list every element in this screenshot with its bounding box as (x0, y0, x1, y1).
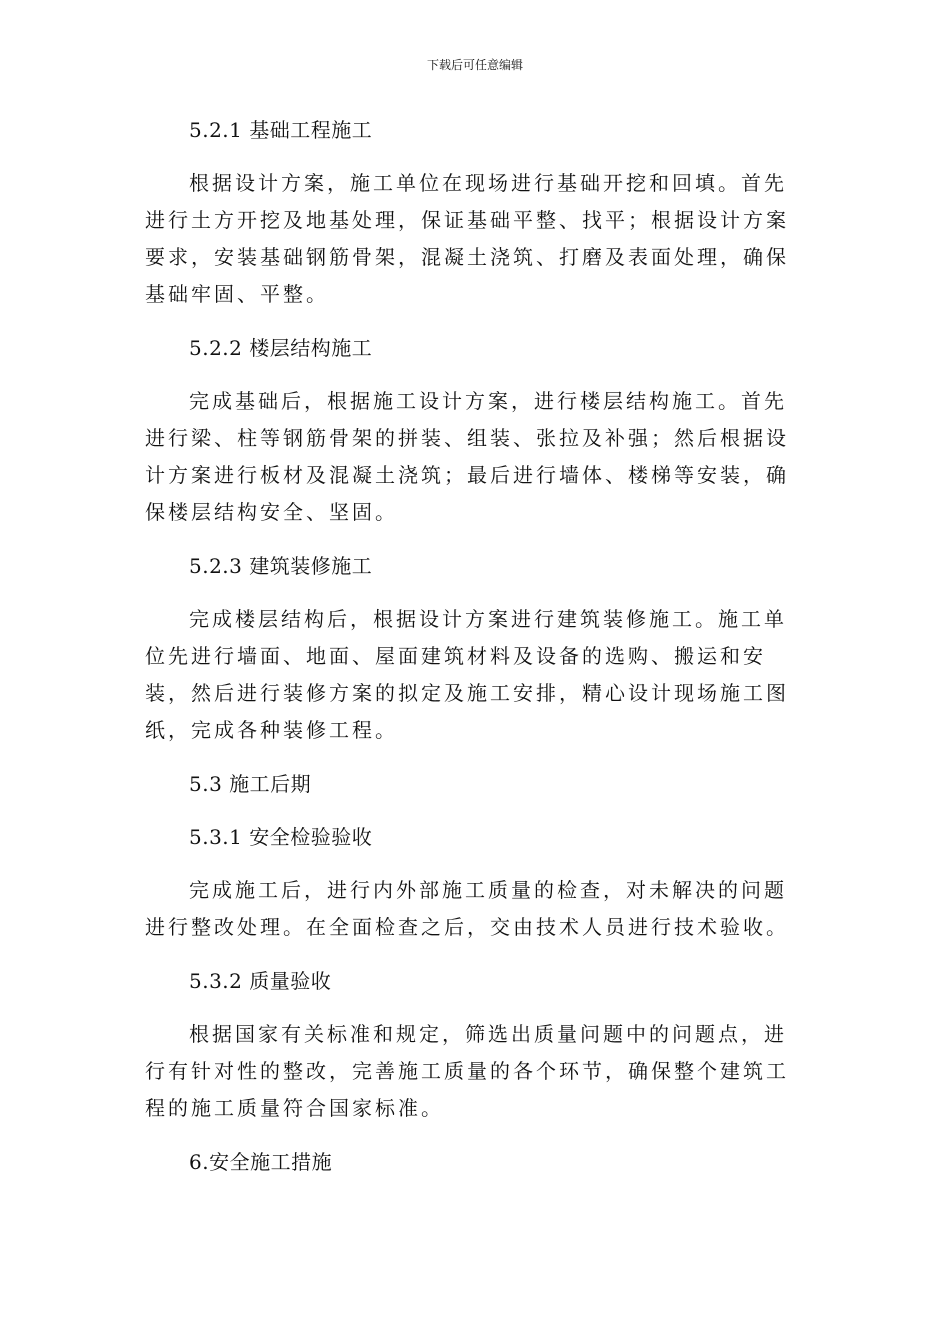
section-heading-5-3: 5.3 施工后期 (189, 772, 312, 796)
paragraph-foundation: 根据设计方案，施工单位在现场进行基础开挖和回填。首先进行土方开挖及地基处理，保证基础平整、找平；根据设计方案要求，安装基础钢筋骨架，混凝土浇筑、打磨及表面处理，确保基础牢固、平整。 (145, 171, 789, 306)
section-heading-5-3-2: 5.3.2 质量验收 (189, 969, 332, 993)
document-body (145, 112, 805, 1181)
section-heading-5-2-1: 5.2.1 基础工程施工 (189, 118, 373, 142)
paragraph-safety-inspection: 完成施工后，进行内外部施工质量的检查，对未解决的问题进行整改处理。在全面检查之后，交由技术人员进行技术验收。 (145, 878, 789, 939)
paragraph-floor-structure: 完成基础后，根据施工设计方案，进行楼层结构施工。首先进行梁、柱等钢筋骨架的拼装、组装、张拉及补强；然后根据设计方案进行板材及混凝土浇筑；最后进行墙体、楼梯等安装，确保楼层结构安全、坚固。 (145, 389, 789, 524)
section-heading-5-2-2: 5.2.2 楼层结构施工 (189, 336, 373, 360)
page-header-note: 下载后可任意编辑 (426, 58, 523, 72)
paragraph-quality-acceptance: 根据国家有关标准和规定，筛选出质量问题中的问题点，进行有针对性的整改，完善施工质量的各个环节，确保整个建筑工程的施工质量符合国家标准。 (145, 1022, 789, 1120)
section-heading-6: 6.安全施工措施 (189, 1150, 333, 1174)
section-heading-5-2-3: 5.2.3 建筑装修施工 (189, 554, 373, 578)
paragraph-decoration: 完成楼层结构后，根据设计方案进行建筑装修施工。施工单位先进行墙面、地面、屋面建筑材料及设备的选购、搬运和安装，然后进行装修方案的拟定及施工安排，精心设计现场施工图纸，完成各种装修工程。 (145, 607, 789, 742)
section-heading-5-3-1: 5.3.1 安全检验验收 (189, 825, 373, 849)
